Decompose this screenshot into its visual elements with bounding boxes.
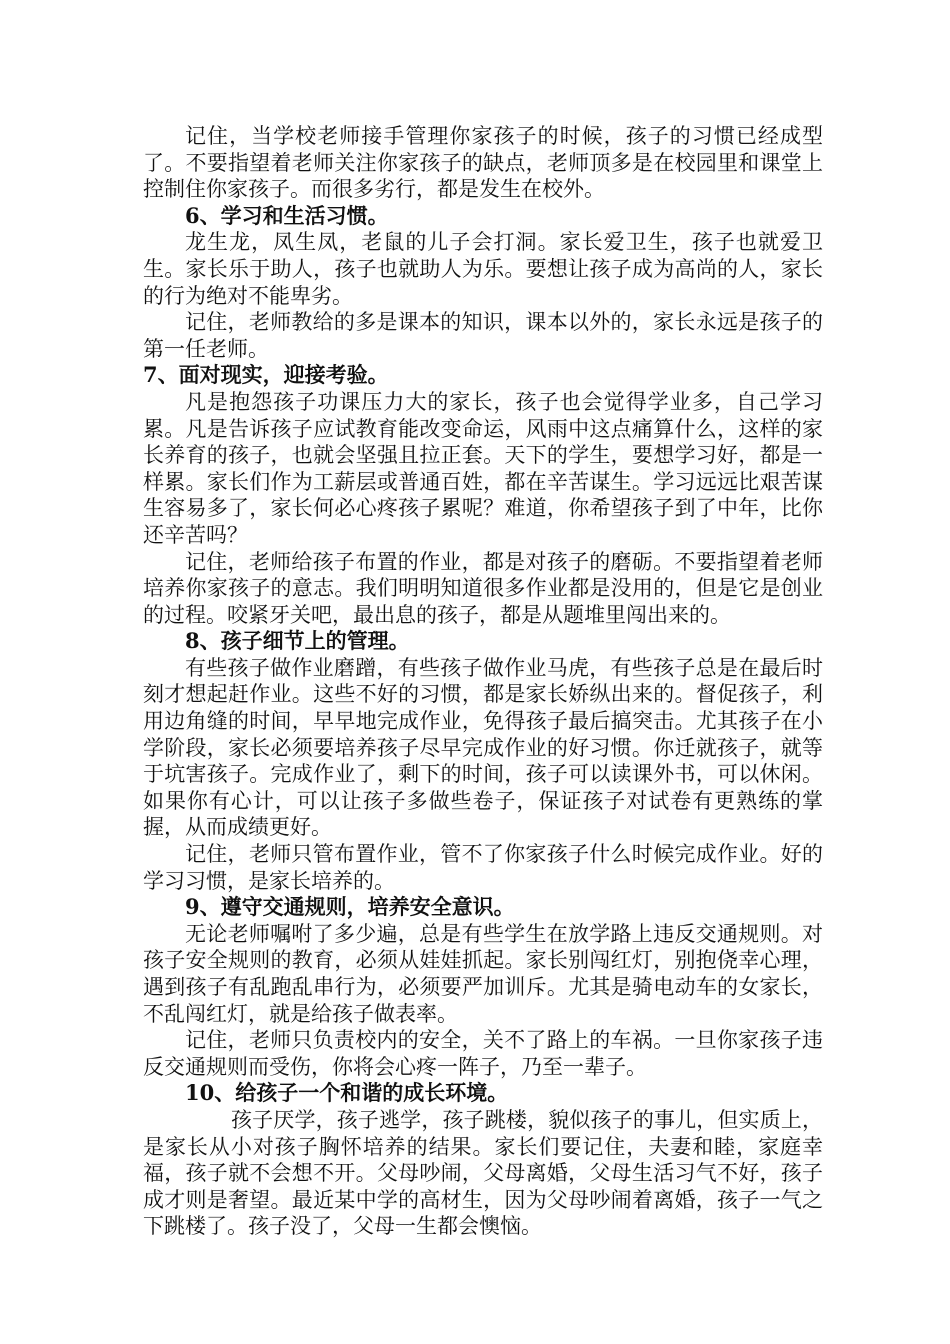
paragraph: 记住，老师教给的多是课本的知识，课本以外的，家长永远是孩子的第一任老师。: [143, 310, 823, 361]
paragraph: 凡是抱怨孩子功课压力大的家长，孩子也会觉得学业多，自己学习累。凡是告诉孩子应试教育能改变命运，风雨中这点痛算什么，这样的家长养育的孩子，也就会坚强且拉正套。天下的学生，要想学习好，都是一样累。家长们作为工薪层或普通百姓，都在辛苦谋生。学习远远比艰苦谋生容易多了，家长何必心疼孩子累呢？难道，你希望孩子到了中年，比你还辛苦吗？: [143, 389, 823, 547]
paragraph: 记住，当学校老师接手管理你家孩子的时候，孩子的习惯已经成型了。不要指望着老师关注你家孩子的缺点，老师顶多是在校园里和课堂上控制住你家孩子。而很多劣行，都是发生在校外。: [143, 124, 823, 202]
section-heading: 7、面对现实，迎接考验。: [143, 362, 389, 388]
paragraph: 龙生龙，凤生凤，老鼠的儿子会打洞。家长爱卫生，孩子也就爱卫生。家长乐于助人，孩子也就助人为乐。要想让孩子成为高尚的人，家长的行为绝对不能卑劣。: [143, 230, 823, 308]
section-heading: 9、遵守交通规则，培养安全意识。: [185, 894, 515, 920]
section-heading: 6、学习和生活习惯。: [185, 202, 389, 228]
paragraph: 记住，老师只管布置作业，管不了你家孩子什么时候完成作业。好的学习习惯，是家长培养的。: [143, 842, 823, 893]
document-body: [143, 123, 823, 1240]
paragraph: 无论老师嘱咐了多少遍，总是有些学生在放学路上违反交通规则。对孩子安全规则的教育，必须从娃娃抓起。家长别闯红灯，别抱侥幸心理，遇到孩子有乱跑乱串行为，必须要严加训斥。尤其是骑电动车的女家长，不乱闯红灯，就是给孩子做表率。: [143, 921, 823, 1026]
paragraph: 孩子厌学，孩子逃学，孩子跳楼，貌似孩子的事儿，但实质上，是家长从小对孩子胸怀培养的结果。家长们要记住，夫妻和睦，家庭幸福，孩子就不会想不开。父母吵闹，父母离婚，父母生活习气不好，孩子成才则是奢望。最近某中学的高材生，因为父母吵闹着离婚，孩子一气之下跳楼了。孩子没了，父母一生都会懊恼。: [143, 1107, 823, 1239]
paragraph: 记住，老师只负责校内的安全，关不了路上的车祸。一旦你家孩子违反交通规则而受伤，你将会心疼一阵子，乃至一辈子。: [143, 1028, 823, 1079]
section-heading: 10、给孩子一个和谐的成长环境。: [185, 1080, 509, 1106]
section-heading: 8、孩子细节上的管理。: [185, 628, 410, 654]
paragraph: 有些孩子做作业磨蹭，有些孩子做作业马虎，有些孩子总是在最后时刻才想起赶作业。这些不好的习惯，都是家长娇纵出来的。督促孩子，利用边角缝的时间，早早地完成作业，免得孩子最后搞突击。尤其孩子在小学阶段，家长必须要培养孩子尽早完成作业的好习惯。你迁就孩子，就等于坑害孩子。完成作业了，剩下的时间，孩子可以读课外书，可以休闲。如果你有心计，可以让孩子多做些卷子，保证孩子对试卷有更熟练的掌握，从而成绩更好。: [143, 655, 823, 840]
paragraph: 记住，老师给孩子布置的作业，都是对孩子的磨砺。不要指望着老师培养你家孩子的意志。我们明明知道很多作业都是没用的，但是它是创业的过程。咬紧牙关吧，最出息的孩子，都是从题堆里闯出来的。: [143, 549, 823, 627]
